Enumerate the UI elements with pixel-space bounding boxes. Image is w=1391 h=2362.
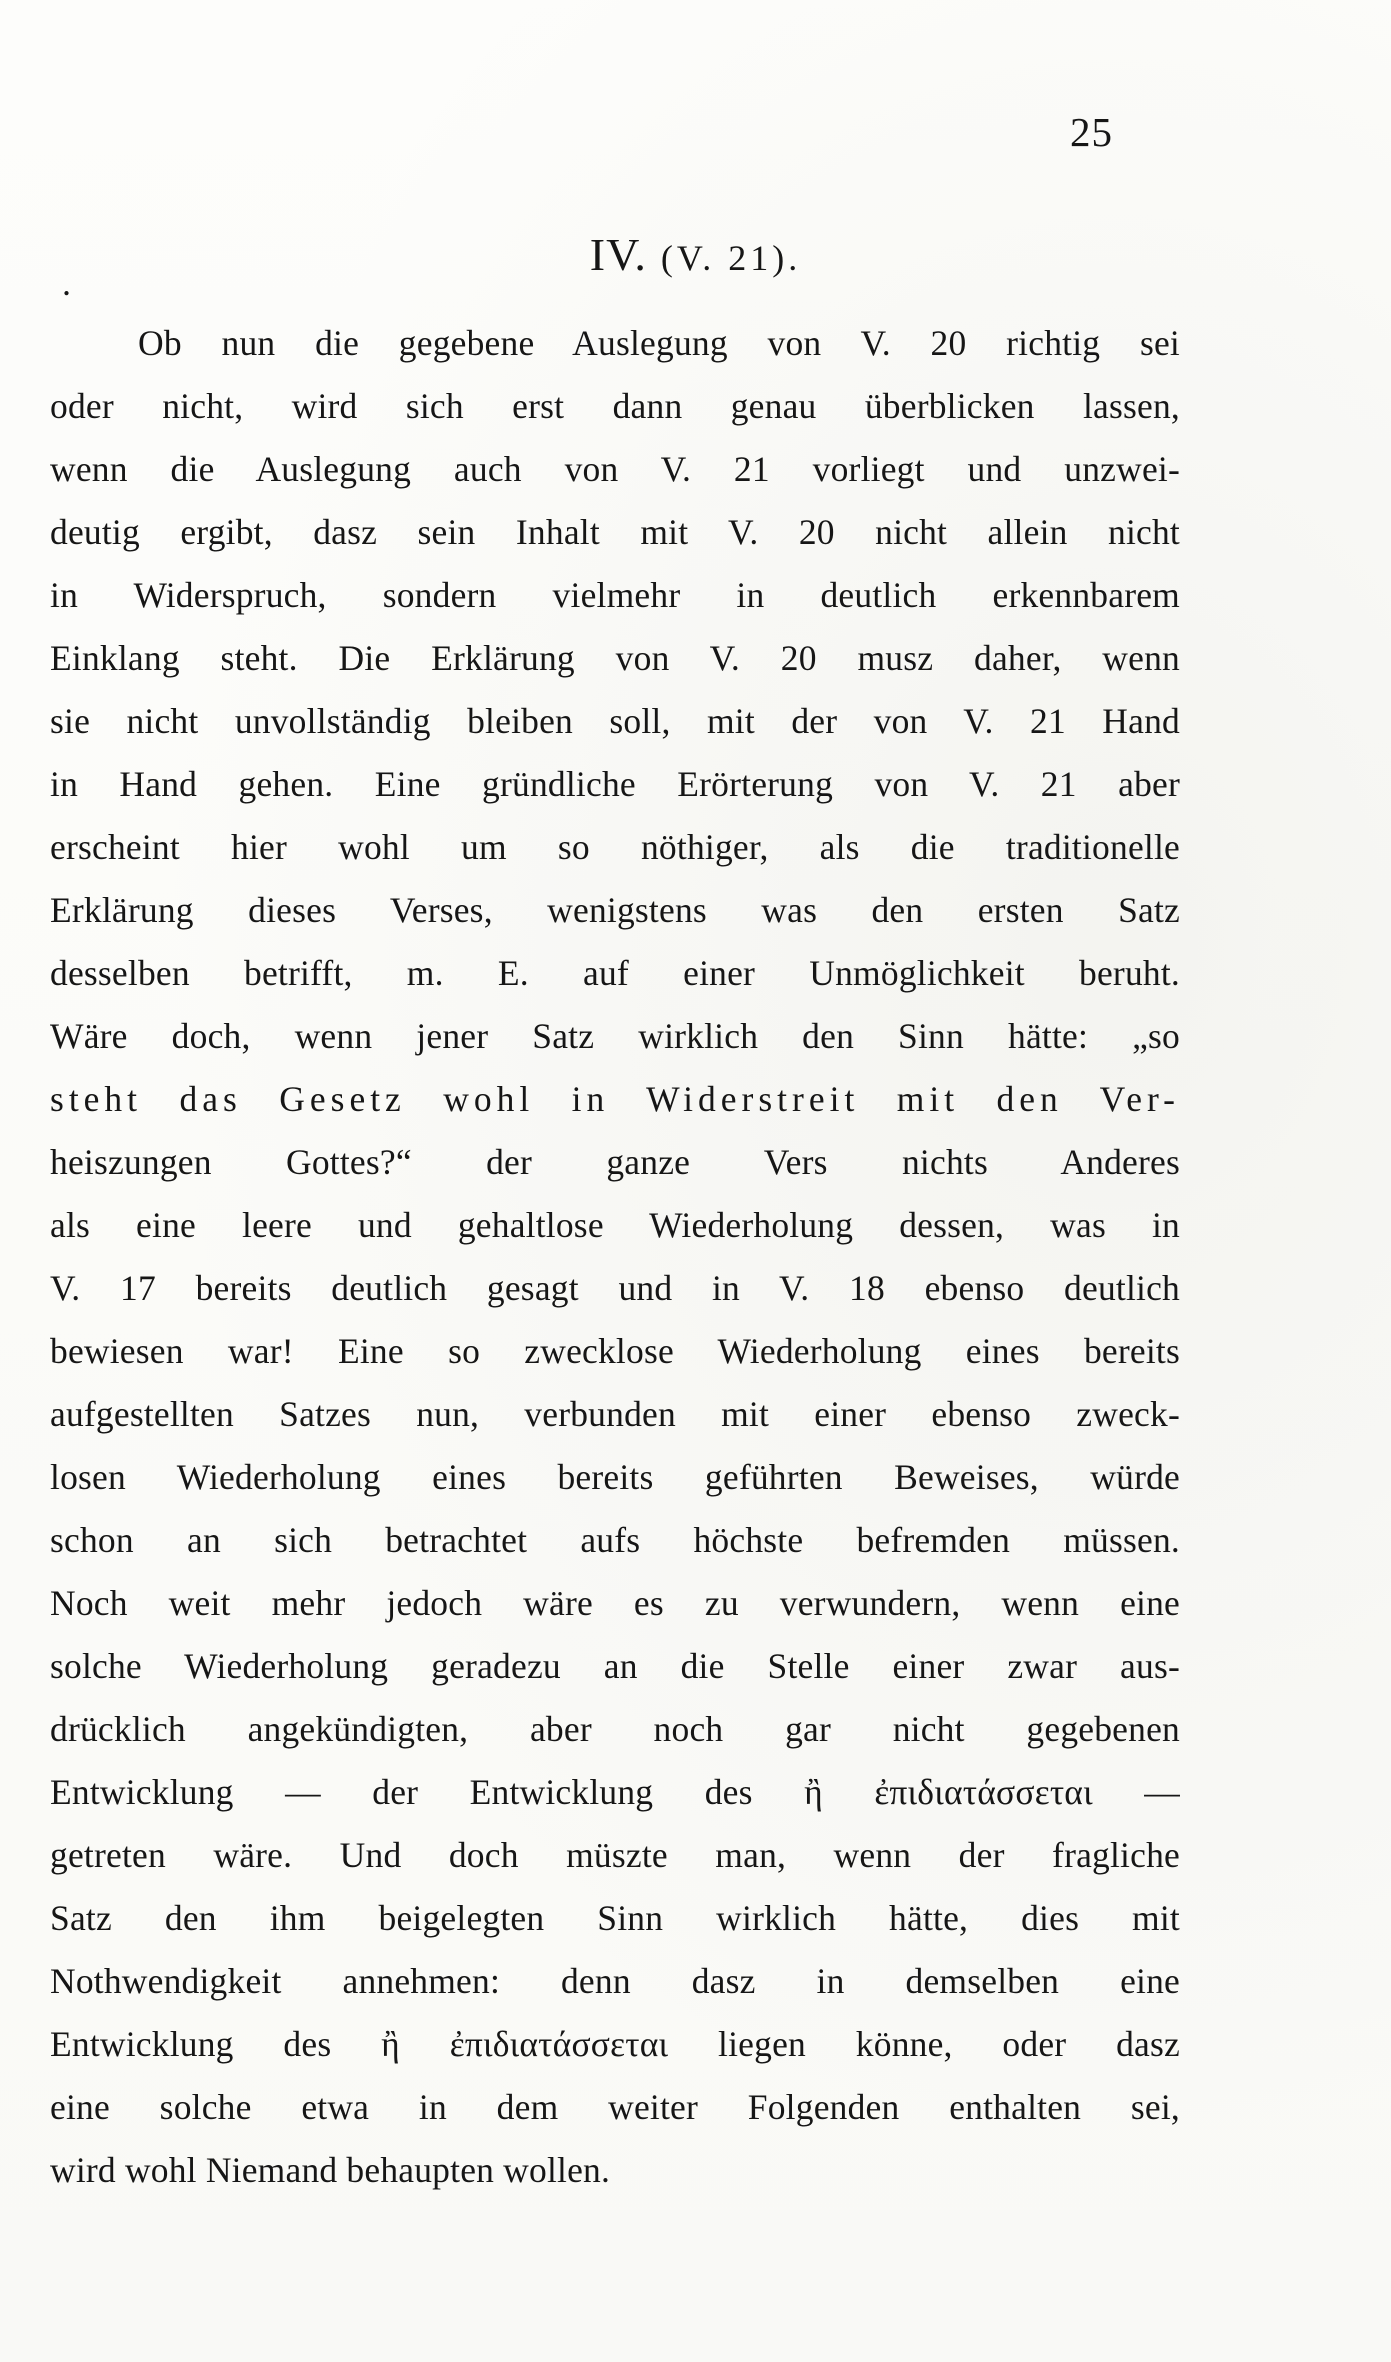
text-line: losen Wiederholung eines bereits geführten Beweises, würde xyxy=(50,1457,1180,1497)
text-line: eine solche etwa in dem weiter Folgenden enthalten sei, xyxy=(50,2087,1180,2127)
page-number: 25 xyxy=(1070,109,1113,155)
text-line: in Hand gehen. Eine gründliche Erörterung von V. 21 aber xyxy=(50,764,1180,804)
text-line: Entwicklung des ἢ ἐπιδιατάσσεται liegen könne, oder dasz xyxy=(50,2024,1180,2064)
stray-dot: . xyxy=(62,263,71,303)
text-line: drücklich angekündigten, aber noch gar nicht gegebenen xyxy=(50,1709,1180,1749)
text-line: oder nicht, wird sich erst dann genau überblicken lassen, xyxy=(50,386,1180,426)
section-heading xyxy=(0,228,1391,281)
body-text xyxy=(50,312,1180,2202)
text-line: erscheint hier wohl um so nöthiger, als die traditionelle xyxy=(50,827,1180,867)
text-line: aufgestellten Satzes nun, verbunden mit einer ebenso zweck- xyxy=(50,1394,1180,1434)
text-line: sie nicht unvollständig bleiben soll, mit der von V. 21 Hand xyxy=(50,701,1180,741)
text-line: desselben betrifft, m. E. auf einer Unmöglichkeit beruht. xyxy=(50,953,1180,993)
text-line: Satz den ihm beigelegten Sinn wirklich hätte, dies mit xyxy=(50,1898,1180,1938)
text-line: bewiesen war! Eine so zwecklose Wiederholung eines bereits xyxy=(50,1331,1180,1371)
text-line: heiszungen Gottes?“ der ganze Vers nichts Anderes xyxy=(50,1142,1180,1182)
text-line-spaced: steht das Gesetz wohl in Widerstreit mit den Ver- xyxy=(50,1079,1180,1119)
text-line: Nothwendigkeit annehmen: denn dasz in demselben eine xyxy=(50,1961,1180,2001)
text-line: V. 17 bereits deutlich gesagt und in V. 18 ebenso deutlich xyxy=(50,1268,1180,1308)
text-line: solche Wiederholung geradezu an die Stelle einer zwar aus- xyxy=(50,1646,1180,1686)
text-line: Ob nun die gegebene Auslegung von V. 20 richtig sei xyxy=(138,323,1180,363)
text-line-last: wird wohl Niemand behaupten wollen. xyxy=(50,2150,611,2190)
text-line: Entwicklung — der Entwicklung des ἢ ἐπιδιατάσσεται — xyxy=(50,1772,1180,1812)
text-line: Wäre doch, wenn jener Satz wirklich den Sinn hätte: „so xyxy=(50,1016,1180,1056)
section-numeral: IV. xyxy=(589,229,647,280)
text-line: schon an sich betrachtet aufs höchste befremden müssen. xyxy=(50,1520,1180,1560)
text-line: Erklärung dieses Verses, wenigstens was den ersten Satz xyxy=(50,890,1180,930)
section-verse-reference: (V. 21). xyxy=(660,238,802,278)
text-line: deutig ergibt, dasz sein Inhalt mit V. 20 nicht allein nicht xyxy=(50,512,1180,552)
text-line: Einklang steht. Die Erklärung von V. 20 musz daher, wenn xyxy=(50,638,1180,678)
text-line: Noch weit mehr jedoch wäre es zu verwundern, wenn eine xyxy=(50,1583,1180,1623)
text-line: wenn die Auslegung auch von V. 21 vorliegt und unzwei- xyxy=(50,449,1180,489)
text-line: getreten wäre. Und doch müszte man, wenn der fragliche xyxy=(50,1835,1180,1875)
text-line: in Widerspruch, sondern vielmehr in deutlich erkennbarem xyxy=(50,575,1180,615)
text-line: als eine leere und gehaltlose Wiederholung dessen, was in xyxy=(50,1205,1180,1245)
